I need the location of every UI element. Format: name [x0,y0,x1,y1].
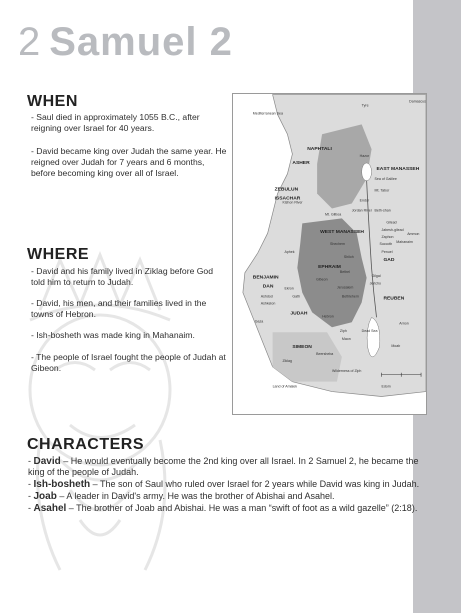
map-place-aphek: Aphek [284,250,295,255]
map-label-benjamin: BENJAMIN [252,275,279,281]
map-label-east-manasseh: EAST MANASSEH [376,166,420,172]
map-place-beersheba: Beersheba [316,351,334,356]
when-heading: WHEN [27,93,78,110]
map-place-ashdod: Ashdod [260,294,273,299]
character-name: Ish-bosheth [33,479,91,490]
map-label-dan: DAN [262,284,274,290]
characters-heading: CHARACTERS [27,436,144,453]
map-label-simeon: SIMEON [292,345,312,351]
map-place-bethel: Bethel [339,269,350,274]
map-label-ephraim: EPHRAIM [318,264,341,270]
map-place-beth-shan: Beth-shan [374,208,391,213]
map-label-judah: JUDAH [290,311,308,317]
map-place-kishon-river: Kishon River [282,200,303,205]
map-place-hazor: Hazor [359,154,370,159]
character-name: Asahel [33,503,67,514]
where-paragraph-1: - David and his family lived in Ziklag before God told him to return to Judah. [31,266,213,287]
map-label-reuben: REUBEN [383,296,405,302]
map-place-zaphon: Zaphon [381,235,394,240]
character-description: – The son of Saul who ruled over Israel for 2 years while David was king in Judah. [90,479,420,489]
where-paragraph-3: - Ish-bosheth was made king in Mahanaim. [31,330,195,340]
map-place-mt-tabor: Mt. Tabor [374,188,390,193]
character-description: – The brother of Joab and Abishai. He was a man “swift of foot as a wild gazelle” (2:18). [66,503,418,513]
where-paragraph-4: - The people of Israel fought the people of Judah at Gibeon. [31,352,226,373]
map-place-jericho: Jericho [369,281,382,286]
map-canvas [233,94,426,414]
map-place-damascus: Damascus [409,99,426,104]
map-place-moab: Moab [391,344,401,349]
map-place-endor: Endor [359,198,370,203]
where-paragraph-2: - David, his men, and their families lived in the towns of Hebron. [31,298,207,319]
map-place-shechem: Shechem [329,242,345,247]
character-item-david: - David – He would eventually become the 2nd king over all Israel. In 2 Samuel 2, he became the king of the people of Judah. [28,456,419,477]
map-place-jabesh-gilead: Jabesh-gilead [381,228,404,233]
when-paragraph-2: - David became king over Judah the same year. He reigned over Judah for 7 years and 6 months, before becoming king over all of Israel. [31,146,227,178]
map-place-shiloh: Shiloh [343,254,354,259]
map-place-hebron: Hebron [322,314,334,319]
map-place-jerusalem: Jerusalem [336,285,354,290]
map-place-mt-gilboa: Mt. Gilboa [325,212,342,217]
character-item-ish-bosheth: - Ish-bosheth – The son of Saul who ruled over Israel for 2 years while David was king in Judah. [28,479,420,490]
map-place-sea-of-galilee: Sea of Galilee [374,176,397,181]
map-label-issachar: ISSACHAR [274,196,301,202]
map-sea-of-galilee [362,163,372,181]
map-place-gibeon: Gibeon [316,277,328,282]
map-label-naphtali: NAPHTALI [307,147,332,153]
map-label-zebulun: ZEBULUN [274,187,299,193]
where-heading: WHERE [27,246,90,263]
map-place-edom: Edom [381,384,391,389]
map-place-jordan-river: Jordan River [351,208,372,213]
map-place-gilead: Gilead [386,220,397,225]
character-description: – He would eventually become the 2nd king over all Israel. In 2 Samuel 2, he became the king of the people of Judah. [28,456,419,477]
map-place-ammon: Ammon [407,232,420,237]
map-place-ekron: Ekron [284,286,294,291]
character-item-joab: - Joab – A leader in David's army. He was the brother of Abishai and Asahel. [28,491,335,502]
map-label-asher: ASHER [292,160,310,166]
map-place-succoth: Succoth [379,242,393,247]
map-place-arnon: Arnon [399,321,409,326]
character-name: David [33,456,61,467]
map-label-west-manasseh: WEST MANASSEH [320,230,364,236]
israel-map [232,93,427,415]
title-book-name: Samuel 2 [49,20,233,64]
map-place-gath: Gath [292,294,301,299]
map-place-bethlehem: Bethlehem [341,294,359,299]
map-place-land-of-amalek: Land of Amalek [272,384,298,389]
character-item-asahel: - Asahel – The brother of Joab and Abishai. He was a man “swift of foot as a wild gazelle” (2:18). [28,503,418,514]
character-name: Joab [33,491,57,502]
map-place-ziklag: Ziklag [282,358,292,363]
title-book-number: 2 [18,20,42,64]
map-label-gad: GAD [383,257,395,263]
characters-list [28,456,428,515]
map-place-penuel: Penuel [381,250,393,255]
map-place-ziph: Ziph [339,329,347,334]
map-place-mediterranean-sea: Mediterranean Sea [252,111,283,116]
page-title [18,20,233,65]
map-place-dead-sea: Dead Sea [361,329,378,334]
map-place-mahanaim: Mahanaim [396,240,413,245]
map-place-wilderness-of-ziph: Wilderness of Ziph [331,368,362,373]
when-paragraph-1: - Saul died in approximately 1055 B.C., after reigning over Israel for 40 years. [31,112,200,133]
map-place-maon: Maon [341,337,351,342]
map-place-tyre: Tyre [361,103,369,108]
character-description: – A leader in David's army. He was the brother of Abishai and Asahel. [56,491,335,501]
map-place-gilgal: Gilgal [371,273,381,278]
map-place-ashkelon: Ashkelon [260,301,276,306]
map-place-gaza: Gaza [254,319,264,324]
